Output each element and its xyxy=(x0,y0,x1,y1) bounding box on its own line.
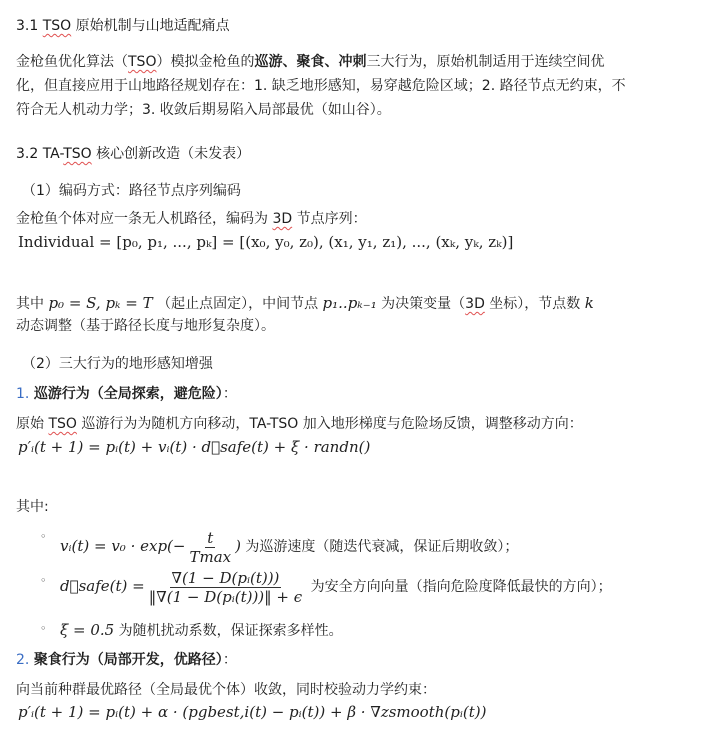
item-title: 巡游行为（全局探索，避危险） xyxy=(33,386,223,402)
text: 原始 xyxy=(16,416,49,432)
encoding-formula: Individual = [p₀, p₁, ..., pₖ] = [(x₀, y₀, z₀), (x₁, y₁, z₁), ..., (xₖ, yₖ, zₖ)] xyxy=(18,233,514,251)
formula-xi: ξ = 0.5 xyxy=(60,621,115,639)
bullet-1 xyxy=(60,528,518,566)
bullet-3 xyxy=(60,620,343,641)
term-3d: 3D xyxy=(465,296,485,312)
bullet-icon: ◦ xyxy=(40,530,47,543)
where-line2: 动态调整（基于路径长度与地形复杂度）。 xyxy=(16,318,275,334)
title-prefix: 3.1 xyxy=(16,18,43,34)
bullet-icon: ◦ xyxy=(40,622,47,635)
cruise-formula: p′ᵢ(t + 1) = pᵢ(t) + vᵢ(t) · d⃗safe(t) + ξ · randn() xyxy=(18,438,371,456)
item-colon: ： xyxy=(222,652,237,668)
fraction-denominator: Tmax xyxy=(189,547,232,566)
item-number: 2. xyxy=(16,652,30,668)
term-3d: 3D xyxy=(272,211,293,227)
text: 金枪鱼优化算法（ xyxy=(16,54,128,70)
subsection-1-title: （1）编码方式：路径节点序列编码 xyxy=(22,183,241,199)
text: （起止点固定），中间节点 xyxy=(152,296,323,312)
list-item-1-heading xyxy=(16,384,237,404)
text: 三大行为，原始机制适用于连续空间优 xyxy=(366,54,605,70)
fraction-numerator: ∇(1 − D(pᵢ(t))) xyxy=(171,568,280,587)
bullet-2 xyxy=(60,568,612,606)
formula-velocity: vᵢ(t) = v₀ · exp(− xyxy=(60,537,186,555)
item-number: 1. xyxy=(16,386,30,402)
bullet-icon: ◦ xyxy=(40,574,47,587)
para1-line3: 符合无人机动力学；3. 收敛后期易陷入局部最优（如山谷）。 xyxy=(16,102,391,118)
text: 其中 xyxy=(16,296,49,312)
term-tso: TSO xyxy=(128,54,157,70)
subsection-2-title: （2）三大行为的地形感知增强 xyxy=(22,356,213,372)
text: 为决策变量（ xyxy=(376,296,466,312)
formula-dsafe-lhs: d⃗safe(t) = xyxy=(60,577,145,595)
item-title: 聚食行为（局部开发，优路径） xyxy=(33,652,223,668)
formula-k: k xyxy=(584,294,594,312)
text: 节点序列： xyxy=(292,211,367,227)
cruise-desc xyxy=(16,414,583,434)
text: 为巡游速度（随迭代衰减，保证后期收敛）； xyxy=(240,539,519,555)
formula-middle-nodes: p₁..pₖ₋₁ xyxy=(322,294,377,312)
text: 巡游行为为随机方向移动，TA-TSO 加入地形梯度与危险场反馈，调整移动方向： xyxy=(76,416,583,432)
title-tso: TSO xyxy=(42,18,72,34)
fraction-numerator: t xyxy=(207,528,214,547)
section-3-2-title xyxy=(16,144,250,164)
para1-line2: 化，但直接应用于山地路径规划存在：1. 缺乏地形感知，易穿越危险区域；2. 路径节点无约束，不 xyxy=(16,78,626,94)
title-prefix: 3.2 TA- xyxy=(16,146,64,162)
text: 为随机扰动系数，保证探索多样性。 xyxy=(114,623,343,639)
text: 金枪鱼个体对应一条无人机路径，编码为 xyxy=(16,211,273,227)
title-tso: TSO xyxy=(63,146,92,162)
fraction-denominator: ‖∇(1 − D(pᵢ(t)))‖ + ϵ xyxy=(148,587,303,606)
text: 坐标），节点数 xyxy=(484,296,585,312)
where-line1 xyxy=(16,293,594,314)
fraction-safe-direction xyxy=(147,569,304,606)
encoding-line xyxy=(16,209,367,229)
title-suffix: 原始机制与山地适配痛点 xyxy=(71,18,230,34)
text: 为安全方向向量（指向危险度降低最快的方向）； xyxy=(306,579,612,595)
title-suffix: 核心创新改造（未发表） xyxy=(91,146,251,162)
item-colon: ： xyxy=(222,386,237,402)
forage-formula: p′ᵢ(t + 1) = pᵢ(t) + α · (pgbest,i(t) − pᵢ(t)) + β · ∇zsmooth(pᵢ(t)) xyxy=(18,703,487,721)
where2-label: 其中: xyxy=(16,499,49,515)
bold-behaviors: 巡游、聚食、冲刺 xyxy=(254,54,367,70)
formula-endpoints: p₀ = S, pₖ = T xyxy=(48,294,153,312)
formula-close: ) xyxy=(235,537,241,555)
section-3-1-title xyxy=(16,16,230,36)
term-tso: TSO xyxy=(48,416,77,432)
fraction-t-over-tmax xyxy=(187,529,233,566)
forage-desc: 向当前种群最优路径（全局最优个体）收敛，同时校验动力学约束： xyxy=(16,682,436,698)
para1-line1 xyxy=(16,52,604,72)
list-item-2-heading xyxy=(16,650,237,670)
text: ）模拟金枪鱼的 xyxy=(156,54,255,70)
